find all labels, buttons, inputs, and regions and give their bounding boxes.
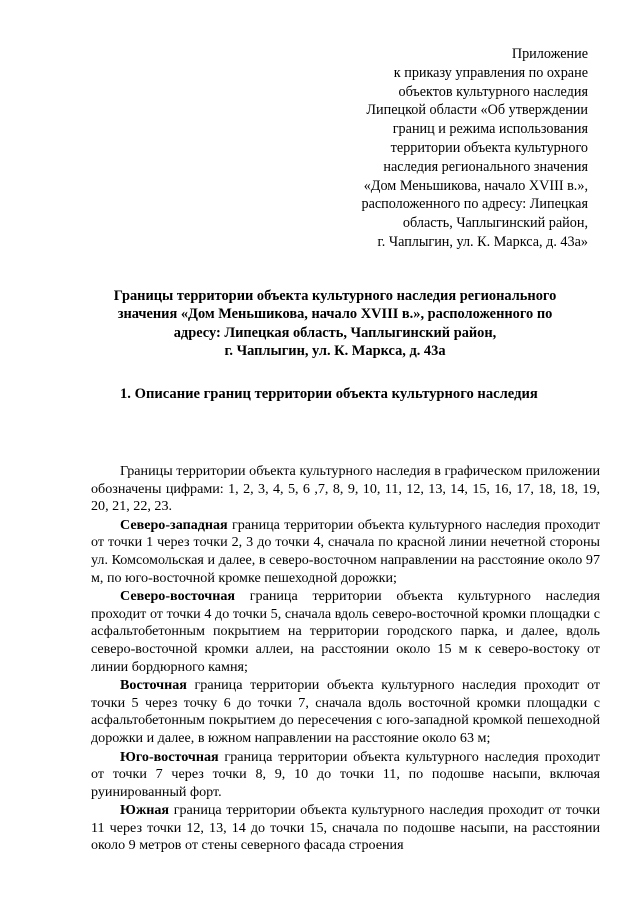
- appendix-line: объектов культурного наследия: [398, 83, 588, 100]
- title-line: адресу: Липецкая область, Чаплыгинский район,: [173, 324, 497, 341]
- appendix-line: область, Чаплыгинский район,: [402, 215, 588, 232]
- appendix-line: г. Чаплыгин, ул. К. Маркса, д. 43а»: [377, 233, 588, 250]
- boundary-paragraph-south-east: [91, 749, 600, 802]
- section-heading: 1. Описание границ территории объекта культурного наследия: [120, 386, 538, 402]
- body-text: [91, 463, 600, 856]
- appendix-line: Липецкой области «Об утверждении: [366, 102, 588, 119]
- appendix-block: [288, 45, 588, 252]
- boundary-text: граница территории объекта культурного наследия проходит от точки 5 через точку 6 до точки 7, сначала вдоль восточной кромки площадки с асфальтобетонным покрытием до пересечения с юго-западной кромкой пешеходной дорожки и далее, в южном направлении на расстояние около 63 м;: [91, 677, 600, 746]
- boundary-paragraph-north-east: [91, 588, 600, 676]
- boundary-text: граница территории объекта культурного наследия проходит от точки 4 до точки 5, сначала вдоль северо-восточной кромки площадки с асфальтобетонным покрытием на территории городского парка, и далее, вдоль северо-восточной кромки аллеи, на расстоянии около 15 м к северо-востоку от линии бордюрного камня;: [91, 588, 600, 675]
- boundary-paragraph-east: [91, 677, 600, 747]
- appendix-line: территории объекта культурного: [390, 139, 588, 156]
- boundary-paragraph-north-west: [91, 517, 600, 587]
- boundary-name: Северо-западная: [120, 516, 228, 533]
- boundary-text: граница территории объекта культурного наследия проходит от точки 11 через точки 12, 13, 14 до точки 15, сначала по подошве насыпи, на расстоянии около 9 метров от стены северного фасада строения: [91, 802, 600, 854]
- boundary-name: Восточная: [120, 677, 187, 694]
- intro-paragraph: Границы территории объекта культурного наследия в графическом приложении обозначены цифрами: 1, 2, 3, 4, 5, 6 ,7, 8, 9, 10, 11, 12, 13, 14, 15, 16, 17, 18, 18, 19, 20, 21, 22, 23.: [91, 463, 600, 515]
- title-line: г. Чаплыгин, ул. К. Маркса, д. 43а: [224, 342, 446, 359]
- title-line: значения «Дом Меньшикова, начало XVIII в.», расположенного по: [117, 306, 553, 323]
- boundary-paragraph-south: [91, 802, 600, 855]
- boundary-name: Южная: [120, 802, 170, 819]
- boundary-text: граница территории объекта культурного наследия проходит от точки 7 через точки 8, 9, 10 до точки 11, по подошве насыпи, включая руинированный форт.: [91, 748, 600, 800]
- document-title: [70, 287, 600, 360]
- boundary-name: Северо-восточная: [120, 588, 236, 605]
- title-line: Границы территории объекта культурного наследия регионального: [113, 288, 557, 304]
- appendix-line: Приложение: [511, 46, 588, 62]
- boundary-name: Юго-восточная: [120, 748, 219, 765]
- appendix-line: «Дом Меньшикова, начало XVIII в.»,: [363, 177, 588, 194]
- appendix-line: границ и режима использования: [392, 121, 588, 138]
- boundary-text: граница территории объекта культурного наследия проходит от точки 1 через точки 2, 3 до точки 4, сначала по красной линии нечетной стороны ул. Комсомольская и далее, в северо-восточном направлении на расстояние около 97 м, по юго-восточной кромке пешеходной дорожки;: [91, 516, 600, 586]
- appendix-line: наследия регионального значения: [383, 158, 588, 175]
- appendix-line: расположенного по адресу: Липецкая: [361, 196, 588, 213]
- appendix-line: к приказу управления по охране: [393, 64, 588, 81]
